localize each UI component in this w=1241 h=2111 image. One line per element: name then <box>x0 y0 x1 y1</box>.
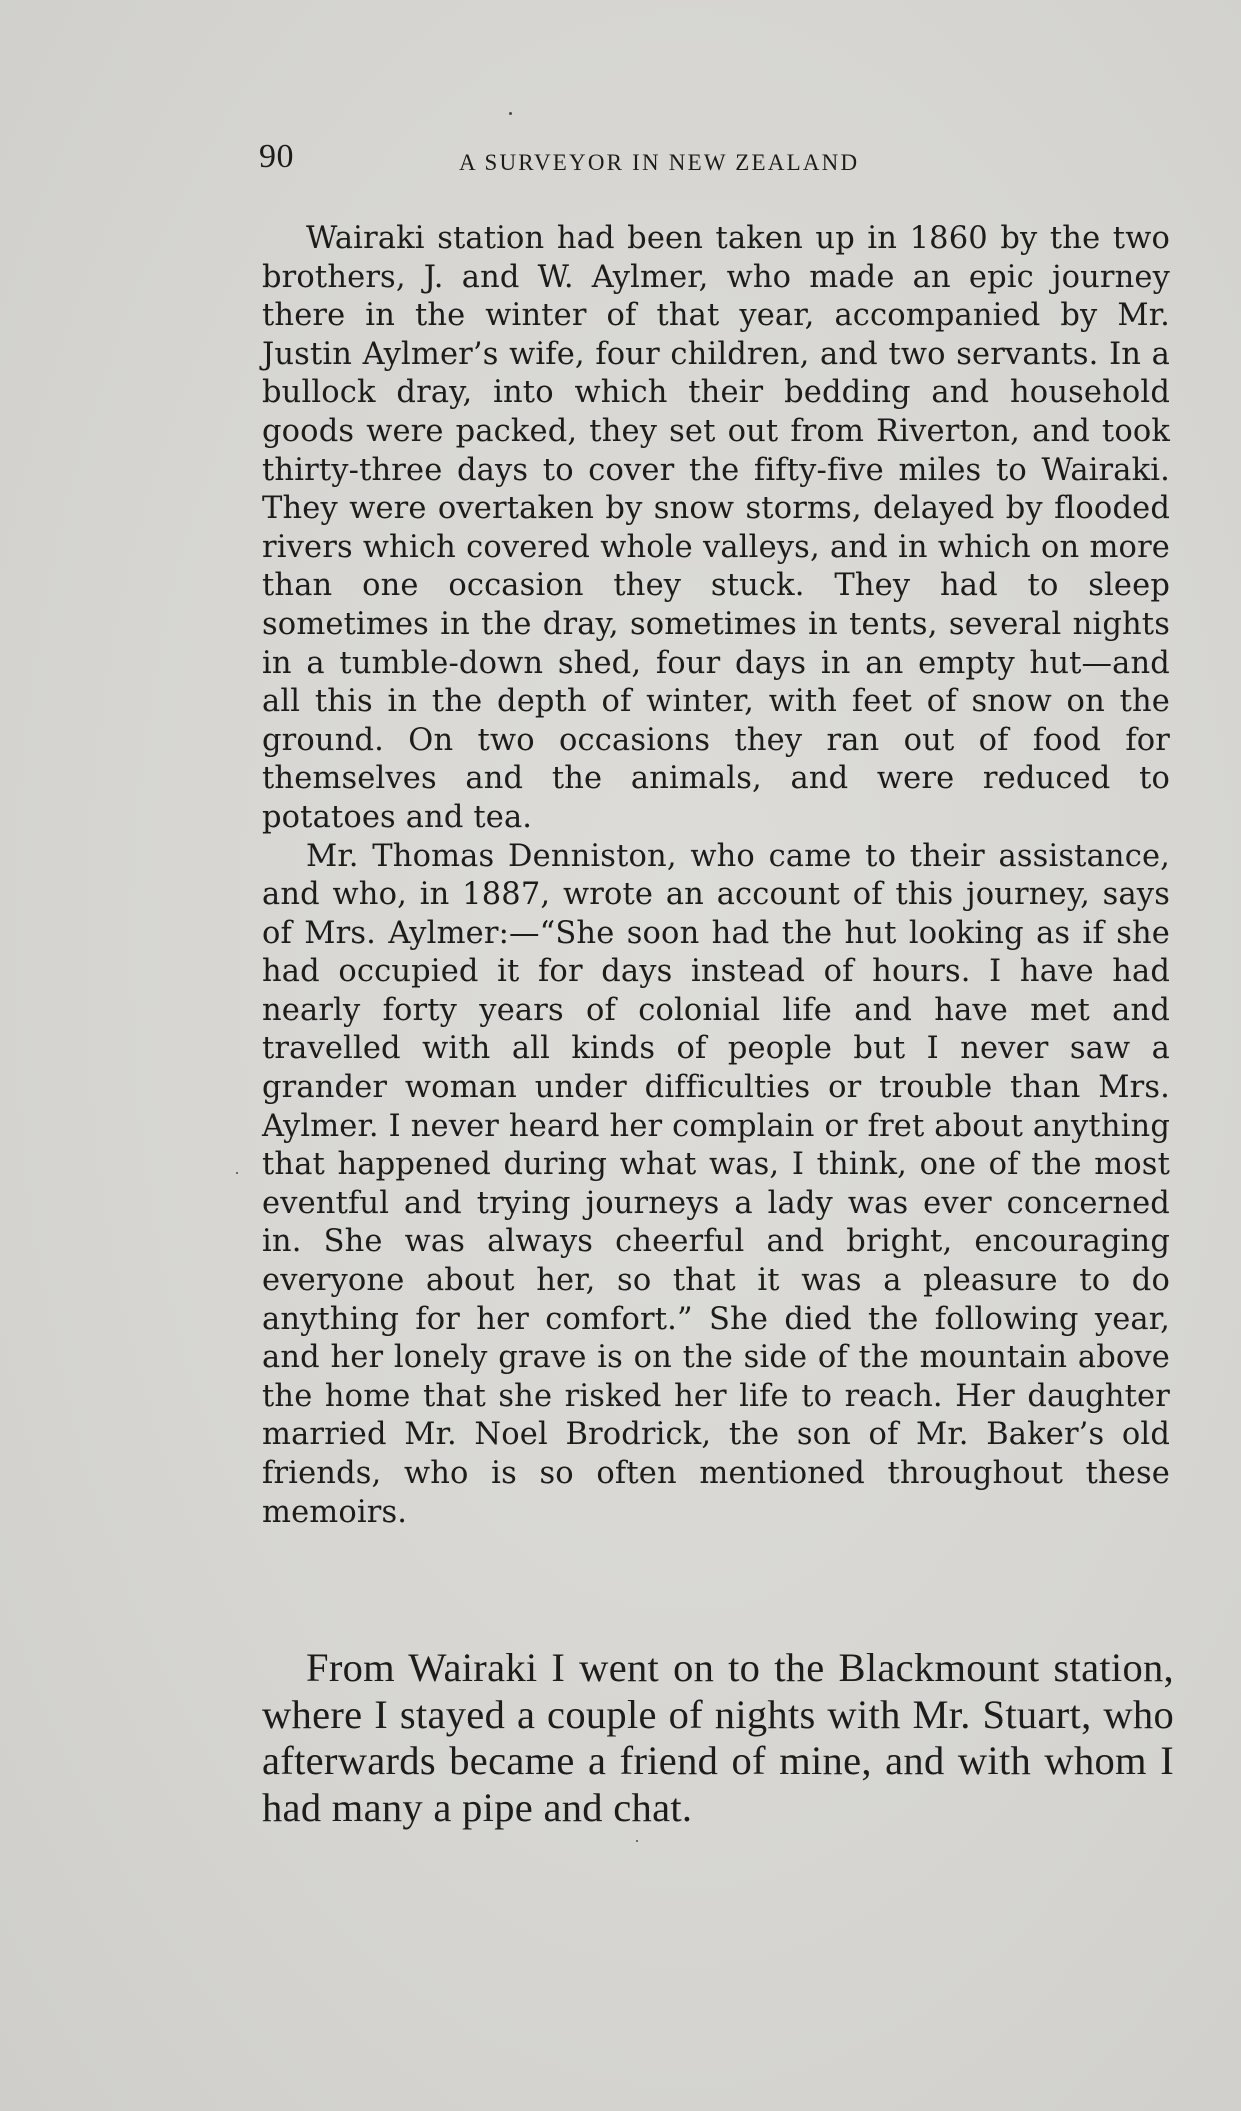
paper-speck <box>509 112 512 115</box>
page-number: 90 <box>259 138 294 175</box>
paper-speck <box>236 1172 238 1174</box>
running-title: A SURVEYOR IN NEW ZEALAND <box>459 150 860 175</box>
paragraph-denniston-account: Mr. Thomas Denniston, who came to their assistance, and who, in 1887, wrote an account of this journey, says of Mrs. Aylmer:—“She soon had the hut looking as if she had occupied it for days instead of hours. I have had nearly forty years of colonial life and have met and travelled with all kinds of people but I never saw a grander woman under difficulties or trouble than Mrs. Aylmer. I never heard her complain or fret about anything that happened during what was, I think, one of the most eventful and trying journeys a lady was ever concerned in. She was always cheerful and bright, encouraging everyone about her, so that it was a pleasure to do anything for her comfort.” She died the following year, and her lonely grave is on the side of the mountain above the home that she risked her life to reach. Her daughter married Mr. Noel Brodrick, the son of Mr. Baker’s old friends, who is so often mentioned throughout these memoirs. <box>262 838 1170 1530</box>
larger-type-section <box>262 1645 1174 1831</box>
body-text <box>262 220 1170 1532</box>
page-header <box>259 138 1171 188</box>
paper-speck <box>636 1840 638 1842</box>
paragraph-wairaki-journey: Wairaki station had been taken up in 1860 by the two brothers, J. and W. Aylmer, who made an epic journey there in the winter of that year, accompanied by Mr. Justin Aylmer’s wife, four children, and two servants. In a bullock dray, into which their bedding and household goods were packed, they set out from Riverton, and took thirty-three days to cover the fifty-five miles to Wairaki. They were overtaken by snow storms, delayed by flooded rivers which covered whole valleys, and in which on more than one occasion they stuck. They had to sleep sometimes in the dray, sometimes in tents, several nights in a tumble-down shed, four days in an empty hut—and all this in the depth of winter, with feet of snow on the ground. On two occasions they ran out of food for themselves and the animals, and were reduced to potatoes and tea. <box>262 221 1170 835</box>
paragraph-blackmount: From Wairaki I went on to the Blackmount station, where I stayed a couple of nights with Mr. Stuart, who afterwards became a friend of mine, and with whom I had many a pipe and chat. <box>262 1645 1174 1830</box>
